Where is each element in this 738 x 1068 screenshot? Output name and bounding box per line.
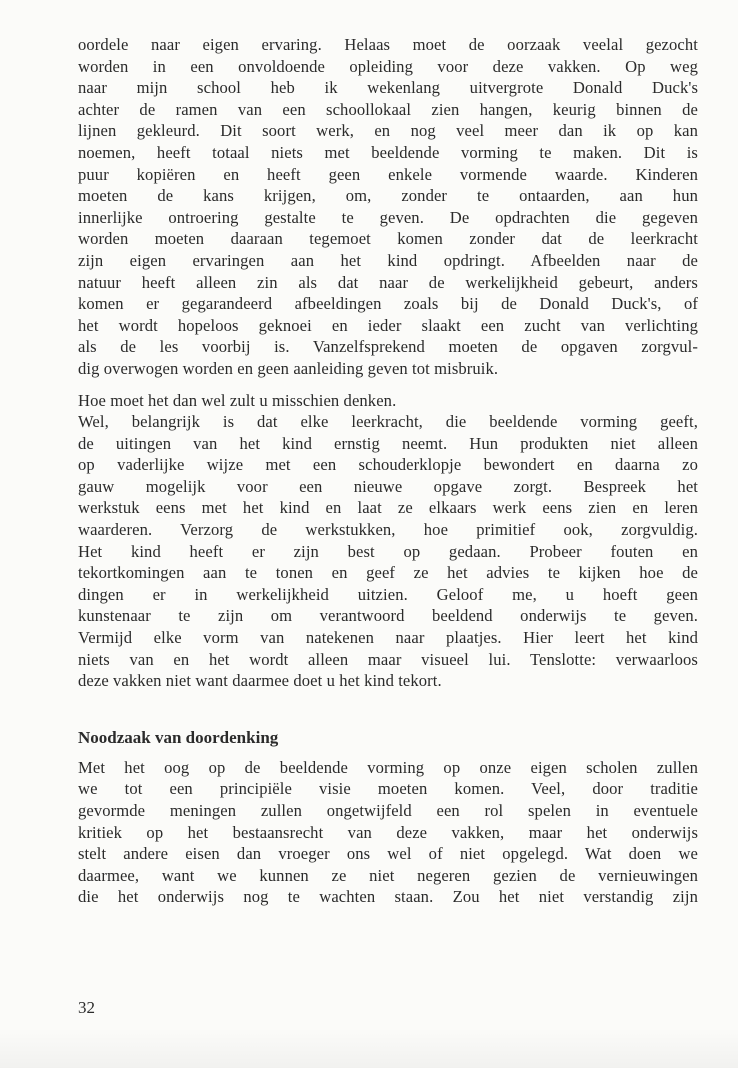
text-line: tekortkomingen aan te tonen en geef ze het advies te kijken hoe de	[78, 563, 698, 583]
text-line: worden moeten daaraan tegemoet komen zonder dat de leerkracht	[78, 229, 698, 249]
text-line: oordele naar eigen ervaring. Helaas moet de oorzaak veelal gezocht	[78, 35, 698, 54]
text-line: werkstuk eens met het kind en laat ze elkaars werk eens zien en leren	[78, 498, 698, 518]
text-line: gauw mogelijk voor een nieuwe opgave zorgt. Bespreek het	[78, 476, 698, 496]
text-line: het wordt hopeloos geknoei en ieder slaakt een zucht van verlichting	[78, 315, 698, 335]
text-line: zijn eigen ervaringen aan het kind opdringt. Afbeelden naar de	[78, 250, 698, 270]
text-line: moeten de kans krijgen, om, zonder te ontaarden, aan hun	[78, 186, 698, 206]
text-line: we tot een principiële visie moeten komen. Veel, door traditie	[78, 779, 698, 799]
text-line: komen er gegarandeerd afbeeldingen zoals bij de Donald Duck's, of	[78, 294, 698, 314]
scan-edge-shadow	[0, 1028, 738, 1068]
section-heading: Noodzaak van doordenking	[78, 727, 279, 747]
text-line: dig overwogen worden en geen aanleiding geven tot misbruik.	[78, 358, 499, 378]
text-line: Met het oog op de beeldende vorming op onze eigen scholen zullen	[78, 757, 698, 777]
text-line: Vermijd elke vorm van natekenen naar plaatjes. Hier leert het kind	[78, 628, 698, 648]
text-line: kunstenaar te zijn om verantwoord beeldend onderwijs te geven.	[78, 606, 698, 626]
text-line: de uitingen van het kind ernstig neemt. Hun produkten niet alleen	[78, 433, 698, 453]
text-line: naar mijn school heb ik wekenlang uitvergrote Donald Duck's	[78, 78, 698, 98]
text-line: gevormde meningen zullen ongetwijfeld een rol spelen in eventuele	[78, 801, 698, 820]
text-line: stelt andere eisen dan vroeger ons wel of niet opgelegd. Wat doen we	[78, 844, 698, 864]
paragraph-1	[78, 34, 698, 380]
text-line: kritiek op het bestaansrecht van deze vakken, maar het onderwijs	[78, 822, 698, 842]
text-line: dingen er in werkelijkheid uitzien. Geloof me, u hoeft geen	[78, 584, 698, 604]
text-line: innerlijke ontroering gestalte te geven. De opdrachten die gegeven	[78, 207, 698, 227]
text-line: deze vakken niet want daarmee doet u het kind tekort.	[78, 671, 442, 691]
text-line: waarderen. Verzorg de werkstukken, hoe primitief ook, zorgvuldig.	[78, 520, 698, 540]
paragraph-2	[78, 390, 698, 692]
text-line: achter de ramen van een schoollokaal zien hangen, keurig binnen de	[78, 99, 698, 119]
text-line: als de les voorbij is. Vanzelfsprekend moeten de opgaven zorgvul-	[78, 337, 698, 357]
text-line: op vaderlijke wijze met een schouderklopje bewondert en daarna zo	[78, 455, 698, 475]
text-line: daarmee, want we kunnen ze niet negeren gezien de vernieuwingen	[78, 865, 698, 885]
text-line: puur kopiëren en heeft geen enkele vormende waarde. Kinderen	[78, 164, 698, 184]
text-line: worden in een onvoldoende opleiding voor deze vakken. Op weg	[78, 56, 698, 76]
text-line: lijnen gekleurd. Dit soort werk, en nog veel meer dan ik op kan	[78, 121, 698, 141]
page-body	[78, 34, 698, 908]
text-line: Het kind heeft er zijn best op gedaan. Probeer fouten en	[78, 541, 698, 561]
text-line: die het onderwijs nog te wachten staan. Zou het niet verstandig zijn	[78, 887, 698, 907]
text-line: noemen, heeft totaal niets met beeldende vorming te maken. Dit is	[78, 142, 698, 162]
page-number: 32	[78, 998, 95, 1017]
text-line: Hoe moet het dan wel zult u misschien denken.	[78, 390, 397, 410]
text-line: niets van en het wordt alleen maar visueel lui. Tenslotte: verwaarloos	[78, 649, 698, 669]
text-line: natuur heeft alleen zin als dat naar de werkelijkheid gebeurt, anders	[78, 272, 698, 292]
text-line: Wel, belangrijk is dat elke leerkracht, die beeldende vorming geeft,	[78, 412, 698, 432]
paragraph-3	[78, 757, 698, 908]
